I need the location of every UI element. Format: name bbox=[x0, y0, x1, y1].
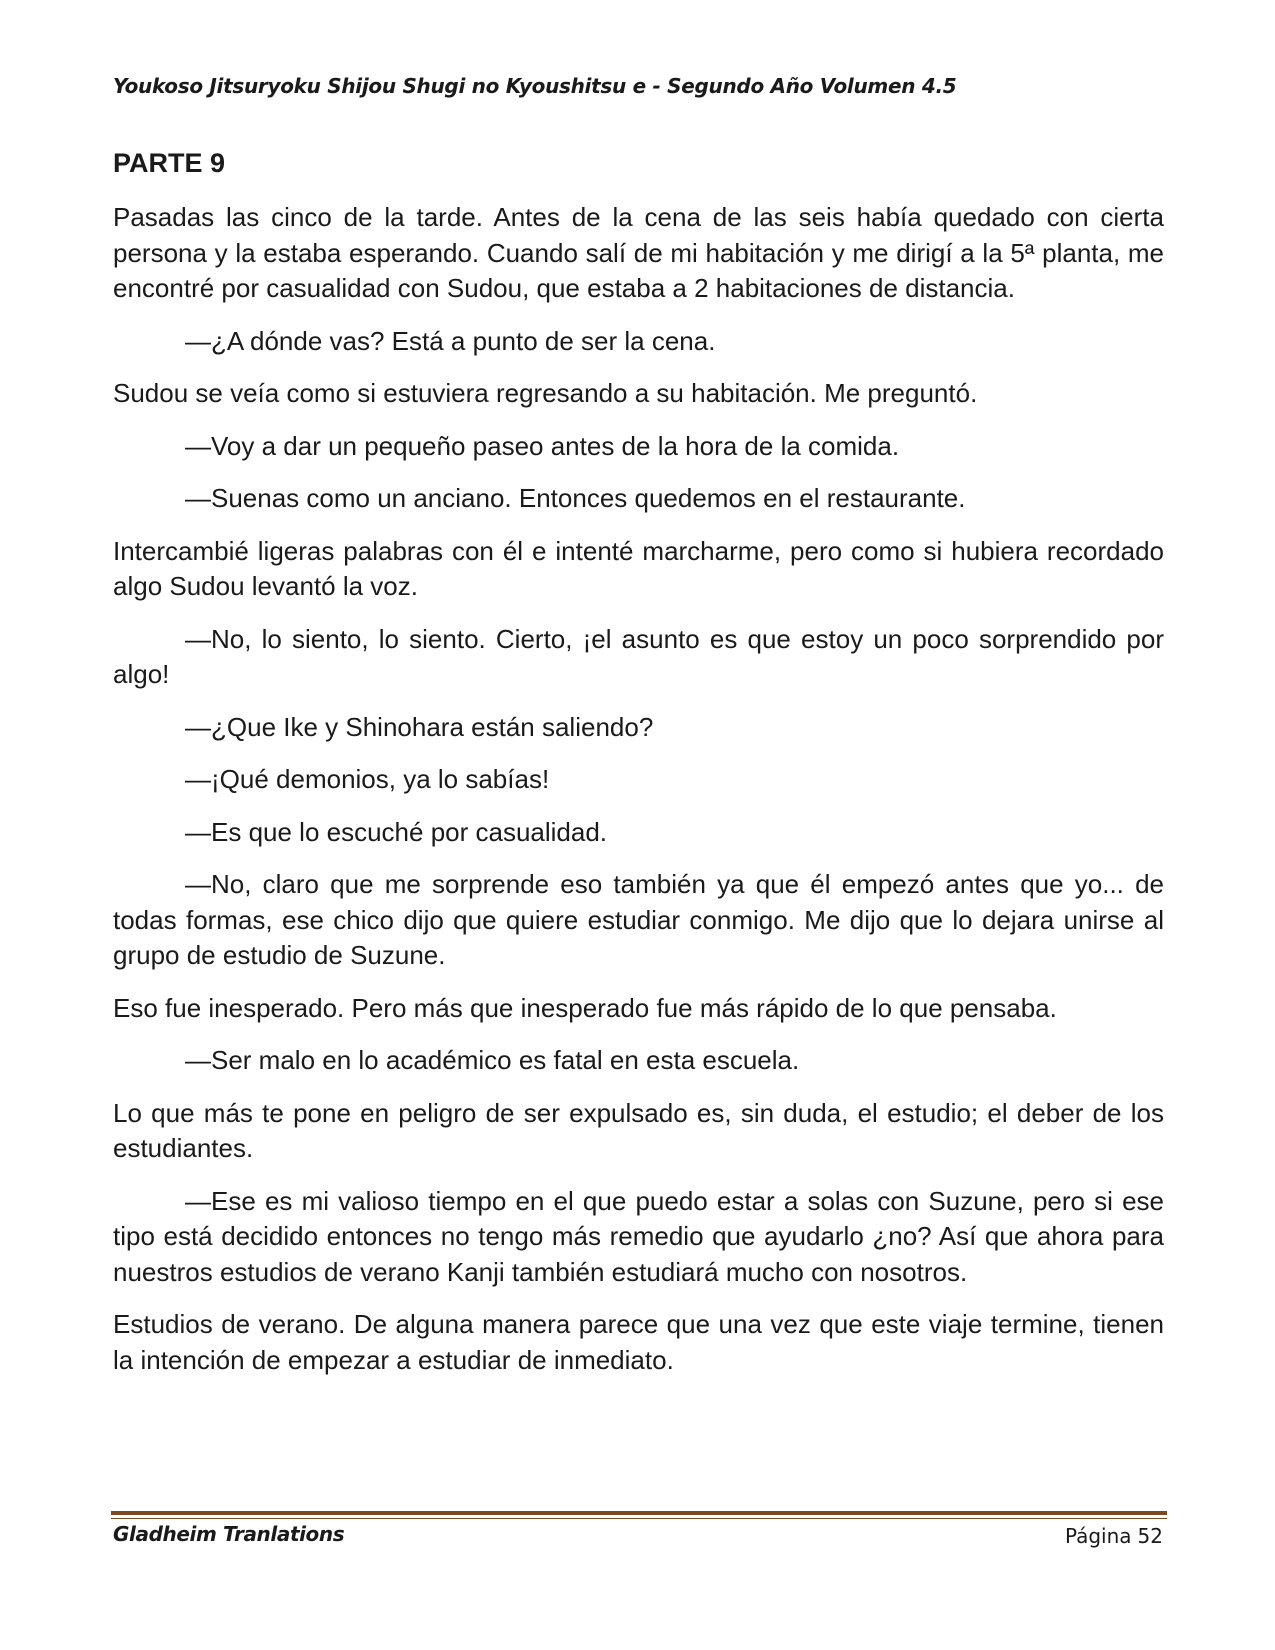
paragraph-3: Intercambié ligeras palabras con él e intenté marcharme, pero como si hubiera recordado algo Sudou levantó la voz. bbox=[113, 535, 1164, 602]
dialogue-line-10: —Ese es mi valioso tiempo en el que puedo estar a solas con Suzune, pero si ese tipo está decidido entonces no tengo más remedio que ayudarlo ¿no? Así que ahora para nuestros estudios de verano Kanji también estudiará mucho con nosotros. bbox=[113, 1185, 1164, 1287]
dialogue-line-5: —¿Que Ike y Shinohara están saliendo? bbox=[185, 711, 654, 742]
footer-rule-thin bbox=[111, 1518, 1167, 1519]
dialogue-line-1: —¿A dónde vas? Está a punto de ser la cena. bbox=[185, 325, 716, 356]
footer-rule-thick bbox=[111, 1511, 1167, 1515]
dialogue-line-7: —Es que lo escuché por casualidad. bbox=[185, 816, 608, 847]
paragraph-1: Pasadas las cinco de la tarde. Antes de la cena de las seis había quedado con cierta persona y la estaba esperando. Cuando salí de mi habitación y me dirigí a la 5ª planta, me encontré por casualidad con Sudou, que estaba a 2 habitaciones de distancia. bbox=[113, 202, 1164, 304]
paragraph-2: Sudou se veía como si estuviera regresando a su habitación. Me preguntó. bbox=[113, 378, 978, 409]
paragraph-5: Lo que más te pone en peligro de ser expulsado es, sin duda, el estudio; el deber de los estudiantes. bbox=[113, 1097, 1164, 1164]
dialogue-line-2: —Voy a dar un pequeño paseo antes de la hora de la comida. bbox=[185, 430, 900, 461]
page-content bbox=[113, 146, 1164, 1395]
section-heading: PARTE 9 bbox=[113, 148, 226, 178]
running-header: Youkoso Jitsuryoku Shijou Shugi no Kyoushitsu e - Segundo Año Volumen 4.5 bbox=[113, 74, 957, 98]
page-number bbox=[1065, 1524, 1163, 1548]
dialogue-line-8: —No, claro que me sorprende eso también ya que él empezó antes que yo... de todas formas, ese chico dijo que quiere estudiar conmigo. Me dijo que lo dejara unirse al grupo de estudio de Suzune. bbox=[113, 869, 1164, 971]
paragraph-4: Eso fue inesperado. Pero más que inesperado fue más rápido de lo que pensaba. bbox=[113, 992, 1057, 1023]
dialogue-line-4: —No, lo siento, lo siento. Cierto, ¡el asunto es que estoy un poco sorprendido por algo! bbox=[113, 623, 1164, 690]
footer-credit: Gladheim Tranlations bbox=[113, 1522, 345, 1546]
dialogue-line-9: —Ser malo en lo académico es fatal en esta escuela. bbox=[185, 1045, 800, 1076]
page-label: Página bbox=[1064, 1524, 1132, 1548]
dialogue-line-6: —¡Qué demonios, ya lo sabías! bbox=[185, 764, 550, 795]
paragraph-6: Estudios de verano. De alguna manera parece que una vez que este viaje termine, tienen la intención de empezar a estudiar de inmediato. bbox=[113, 1309, 1164, 1375]
dialogue-line-3: —Suenas como un anciano. Entonces quedemos en el restaurante. bbox=[185, 483, 966, 514]
page-number-value: 52 bbox=[1137, 1524, 1163, 1548]
